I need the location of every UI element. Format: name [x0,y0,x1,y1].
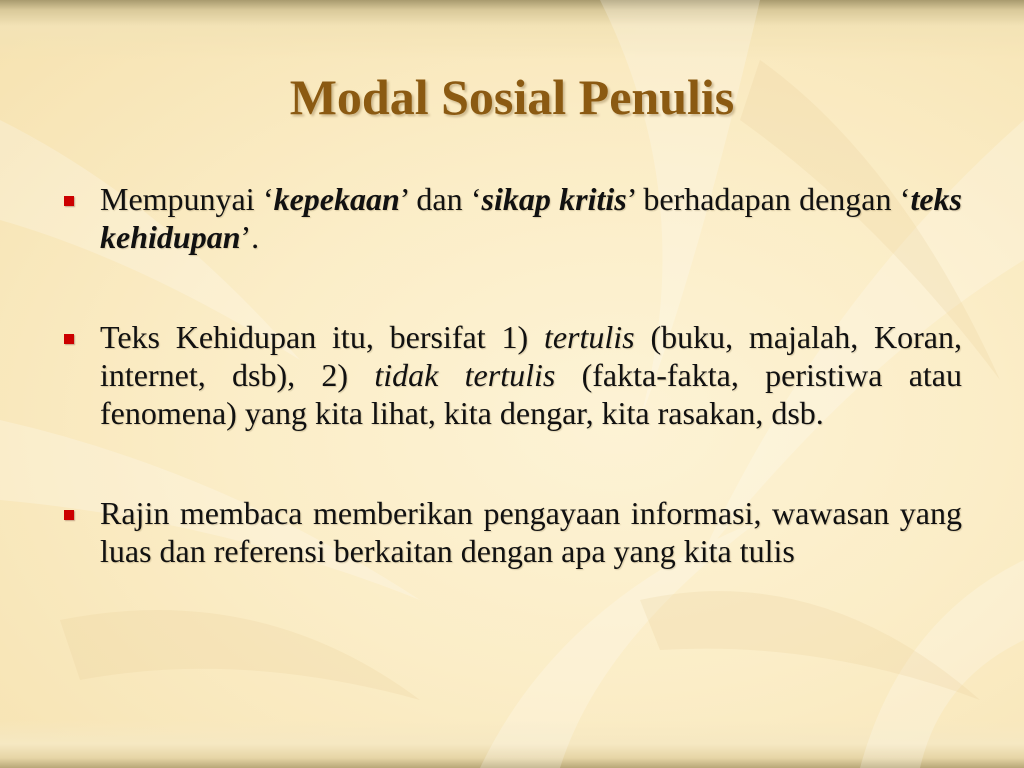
bullet-text-segment: tertulis [543,319,635,355]
bullet-item [100,318,962,432]
bullet-text-segment: Teks Kehidupan itu, bersifat 1) [100,319,544,355]
bullet-text-segment: ’. [240,219,260,255]
bullet-list [100,180,962,570]
bullet-square-icon [64,510,74,520]
bullet-item [100,494,962,570]
bullet-text-segment: sikap kritis [481,181,627,217]
slide-title: Modal Sosial Penulis [289,69,735,125]
bullet-text-segment: ’ dan ‘ [399,181,482,217]
bullet-square-icon [64,196,74,206]
bullet-text [100,318,962,432]
bullet-text-segment: ’ berhadapan dengan ‘ [626,181,911,217]
bullet-item [100,180,962,256]
bullet-text [100,494,962,570]
bullet-text-segment: Rajin membaca memberikan pengayaan informasi, wawasan yang luas dan referensi berkaitan dengan apa yang kita tulis [100,495,962,569]
bullet-square-icon [64,334,74,344]
bullet-text [100,180,962,256]
bullet-text-segment: (fakta-fakta, peristiwa atau fenomena) yang kita lihat, kita dengar, kita rasakan, dsb. [100,357,963,431]
bullet-text-segment: (buku, majalah, Koran, internet, dsb), 2) [100,319,963,393]
bullet-text-segment: Mempunyai ‘ [100,181,274,217]
bullet-text-segment: tidak tertulis [374,357,556,393]
bullet-text-segment: teks kehidupan [100,181,962,255]
bullet-text-segment: kepekaan [273,181,400,217]
